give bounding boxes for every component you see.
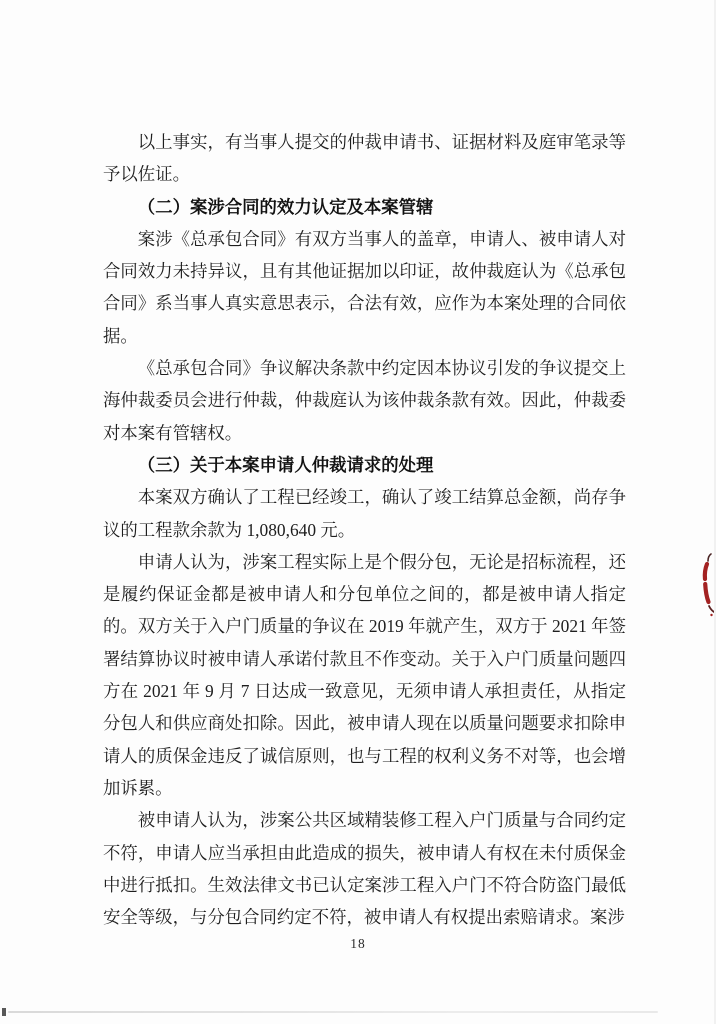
body-paragraph: 《总承包合同》争议解决条款中约定因本协议引发的争议提交上海仲裁委员会进行仲裁，仲裁庭认为该仲裁条款有效。因此，仲裁委对本案有管辖权。 bbox=[103, 358, 626, 443]
body-paragraph: 以上事实，有当事人提交的仲裁申请书、证据材料及庭审笔录等予以佐证。 bbox=[103, 132, 626, 185]
section-heading: （三）关于本案申请人仲裁请求的处理 bbox=[137, 454, 434, 475]
section-heading: （二）案涉合同的效力认定及本案管辖 bbox=[137, 196, 434, 217]
body-paragraph: 被申请人认为，涉案公共区域精装修工程入户门质量与合同约定不符，申请人应当承担由此造成的损失，被申请人有权在未付质保金中进行抵扣。生效法律文书已认定案涉工程入户门不符合防盗门最低安全等级，与分包合同约定不符，被申请人有权提出索赔请求。案涉 bbox=[103, 810, 626, 928]
scan-artifact-bottom-line bbox=[8, 1011, 658, 1013]
page-number: 18 bbox=[350, 936, 366, 951]
body-paragraph: 申请人认为，涉案工程实际上是个假分包，无论是招标流程，还是履约保证金都是被申请人和分包单位之间的，都是被申请人指定的。双方关于入户门质量的争议在 2019 年就产生，双方于 2021 年签署结算协议时被申请人承诺付款且不作变动。关于入户门质量问题四方在 2021 年 9 月 7 日达成一致意见，无须申请人承担责任，从指定分包人和供应商处扣除。因此，被申请人现在以质量问题要求扣除申请人的质保金违反了诚信原则，也与工程的权利义务不对等，也会增加诉累。 bbox=[103, 551, 626, 798]
document-body bbox=[103, 126, 626, 933]
body-paragraph: 案涉《总承包合同》有双方当事人的盖章，申请人、被申请人对合同效力未持异议，且有其他证据加以印证，故仲裁庭认为《总承包合同》系当事人真实意思表示，合法有效，应作为本案处理的合同依据。 bbox=[103, 228, 626, 346]
body-paragraph: 本案双方确认了工程已经竣工，确认了竣工结算总金额，尚存争议的工程款余款为 1,080,640 元。 bbox=[103, 487, 626, 540]
scan-artifact-corner-mark bbox=[2, 1008, 6, 1016]
